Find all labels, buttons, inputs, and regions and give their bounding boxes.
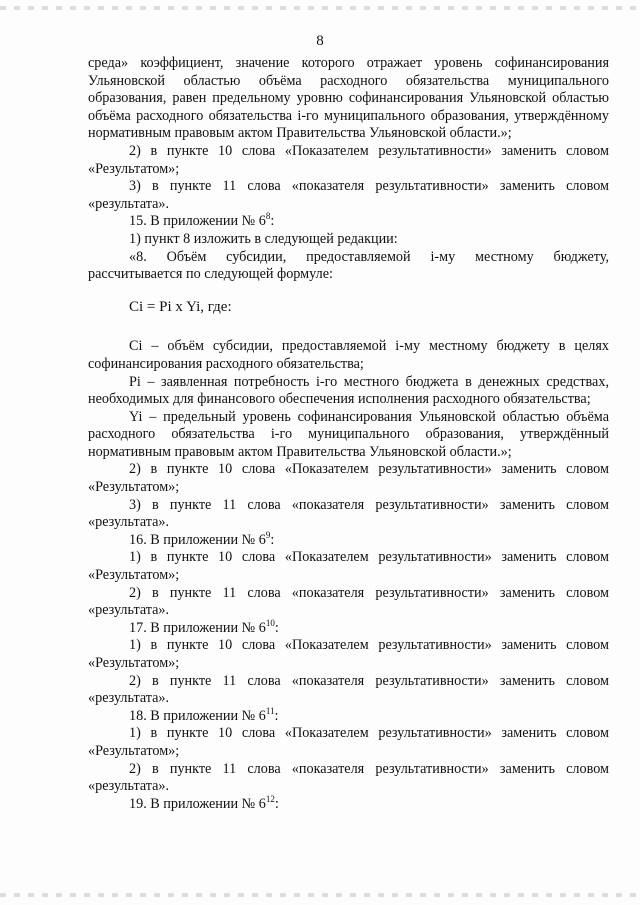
paragraph [88,55,609,143]
paragraph-text: 3) в пункте 11 слова «показателя результативности» заменить словом «результата». [88,178,609,212]
paragraph-text: 17. В приложении № 6 [129,619,266,636]
paragraph [88,178,609,213]
paragraph-text: 2) в пункте 10 слова «Показателем результативности» заменить словом «Результатом»; [88,461,609,496]
punctuation: : [274,619,279,636]
paragraph [88,374,609,409]
appendix-superscript: 12 [265,793,275,804]
scan-edge-top [0,6,640,10]
paragraph [88,497,609,532]
paragraph [88,761,609,796]
paragraph-text: 16. В приложении № 6 [129,531,266,548]
section-heading [88,529,609,550]
paragraph [88,461,609,496]
appendix-superscript: 9 [265,529,271,540]
paragraph-text: 15. В приложении № 6 [129,213,266,230]
paragraph-text: 3) в пункте 11 слова «показателя результативности» заменить словом «результата». [88,496,609,531]
paragraph-text: Ci = Pi x Yi, где: [129,298,232,315]
paragraph-text: Ci – объём субсидии, предоставляемой i-му местному бюджету в целях софинансирования расходного обязательства; [88,338,609,372]
paragraph-text: 18. В приложении № 6 [129,707,266,724]
paragraph [88,249,609,284]
punctuation: : [274,795,279,812]
formula [129,299,609,317]
paragraph [88,673,609,708]
document-body [88,55,609,813]
page-number: 8 [316,33,324,49]
appendix-superscript: 11 [265,705,275,716]
paragraph [88,338,609,373]
paragraph-text: 1) пункт 8 изложить в следующей редакции: [129,230,398,247]
paragraph-text: 2) в пункте 10 слова «Показателем результативности» заменить словом «Результатом»; [88,142,609,177]
paragraph-text: 1) в пункте 10 слова «Показателем результативности» заменить словом «Результатом»; [88,637,609,671]
paragraph-text: 2) в пункте 11 слова «показателя результативности» заменить словом «результата». [88,584,609,619]
section-heading [88,793,609,814]
paragraph [88,143,609,178]
paragraph [88,409,609,462]
punctuation: : [274,707,279,724]
paragraph-text: 2) в пункте 11 слова «показателя результативности» заменить словом «результата». [88,760,609,795]
scan-edge-bottom [0,893,640,897]
paragraph-text: среда» коэффициент, значение которого отражает уровень софинансирования Ульяновской областью объёма расходного обязательства муниципального образования, равен предельному уровню софинансирования Ульяновской областью объёма расходного обязательства i-го муниципального образования, утверждённому нормативным правовым актом Правительства Ульяновской области.»; [88,55,609,142]
section-heading [88,617,609,638]
paragraph [88,549,609,584]
paragraph-text: 19. В приложении № 6 [129,795,266,812]
paragraph-text: Yi – предельный уровень софинансирования Ульяновской областью объёма расходного обязательства i-го муниципального образования, утверждённый нормативным правовым актом Правительства Ульяновской области.»; [88,408,609,460]
punctuation: : [270,213,275,230]
appendix-superscript: 10 [265,617,275,628]
paragraph [88,585,609,620]
paragraph [88,637,609,672]
paragraph-text: Pi – заявленная потребность i-го местного бюджета в денежных средствах, необходимых для финансового обеспечения исполнения расходного обязательства; [88,373,609,408]
paragraph-text: 1) в пункте 10 слова «Показателем результативности» заменить словом «Результатом»; [88,725,609,759]
paragraph-text: 1) в пункте 10 слова «Показателем результативности» заменить словом «Результатом»; [88,549,609,584]
paragraph [88,725,609,760]
paragraph-text: «8. Объём субсидии, предоставляемой i-му местному бюджету, рассчитывается по следующей формуле: [88,248,609,283]
punctuation: : [270,531,275,548]
section-heading [88,213,609,231]
paragraph-text: 2) в пункте 11 слова «показателя результативности» заменить словом «результата». [88,672,609,707]
paragraph [88,231,609,249]
appendix-superscript: 8 [265,211,271,222]
section-heading [88,705,609,726]
